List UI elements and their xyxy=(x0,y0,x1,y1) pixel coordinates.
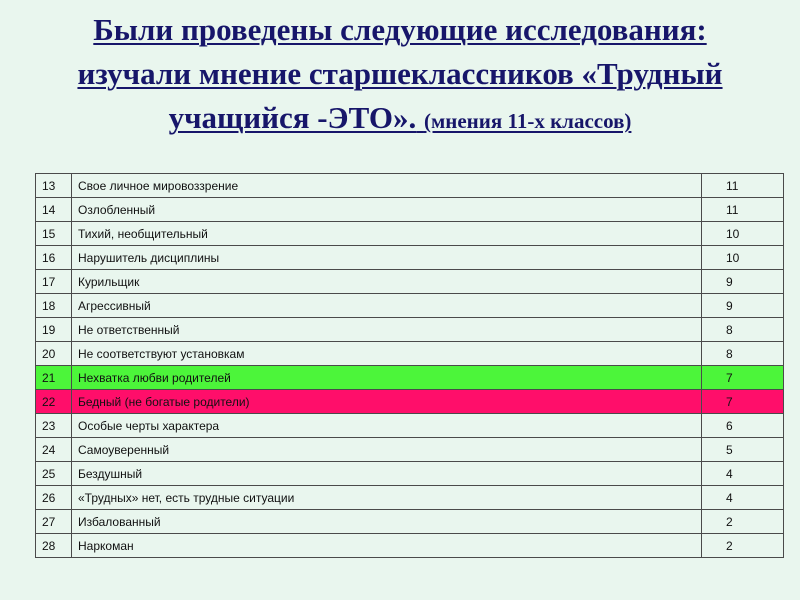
row-number: 13 xyxy=(36,174,72,198)
table-row xyxy=(36,534,784,558)
row-label: Свое личное мировоззрение xyxy=(72,174,702,198)
row-number: 20 xyxy=(36,342,72,366)
table-row xyxy=(36,270,784,294)
row-label: Тихий, необщительный xyxy=(72,222,702,246)
table-row xyxy=(36,438,784,462)
row-label: Особые черты характера xyxy=(72,414,702,438)
table-row xyxy=(36,222,784,246)
row-label: Агрессивный xyxy=(72,294,702,318)
row-label: Нарушитель дисциплины xyxy=(72,246,702,270)
row-number: 28 xyxy=(36,534,72,558)
row-number: 19 xyxy=(36,318,72,342)
row-value: 6 xyxy=(702,414,784,438)
row-label: Не соответствуют установкам xyxy=(72,342,702,366)
results-table xyxy=(35,173,784,558)
row-number: 18 xyxy=(36,294,72,318)
row-value: 10 xyxy=(702,222,784,246)
results-table-body xyxy=(36,174,784,558)
title-line-3-main: учащийся -ЭТО». xyxy=(168,100,417,135)
row-label: Самоуверенный xyxy=(72,438,702,462)
row-label: Озлобленный xyxy=(72,198,702,222)
row-value: 10 xyxy=(702,246,784,270)
results-table-container xyxy=(35,173,772,558)
row-number: 25 xyxy=(36,462,72,486)
row-value: 7 xyxy=(702,366,784,390)
table-row xyxy=(36,462,784,486)
table-row xyxy=(36,390,784,414)
table-row xyxy=(36,246,784,270)
row-value: 7 xyxy=(702,390,784,414)
row-number: 23 xyxy=(36,414,72,438)
row-label: Избалованный xyxy=(72,510,702,534)
table-row xyxy=(36,414,784,438)
row-label: Наркоман xyxy=(72,534,702,558)
row-label: Нехватка любви родителей xyxy=(72,366,702,390)
table-row xyxy=(36,486,784,510)
row-value: 4 xyxy=(702,486,784,510)
row-value: 5 xyxy=(702,438,784,462)
table-row xyxy=(36,342,784,366)
row-value: 9 xyxy=(702,294,784,318)
row-value: 4 xyxy=(702,462,784,486)
row-value: 11 xyxy=(702,174,784,198)
row-number: 22 xyxy=(36,390,72,414)
row-label: Не ответственный xyxy=(72,318,702,342)
row-value: 8 xyxy=(702,318,784,342)
table-row xyxy=(36,174,784,198)
row-value: 2 xyxy=(702,510,784,534)
table-row xyxy=(36,366,784,390)
row-value: 2 xyxy=(702,534,784,558)
row-number: 15 xyxy=(36,222,72,246)
table-row xyxy=(36,198,784,222)
row-number: 27 xyxy=(36,510,72,534)
row-value: 8 xyxy=(702,342,784,366)
row-label: «Трудных» нет, есть трудные ситуации xyxy=(72,486,702,510)
title-line-1: Были проведены следующие исследования: xyxy=(93,12,707,47)
page-title xyxy=(0,8,800,143)
table-row xyxy=(36,318,784,342)
row-number: 16 xyxy=(36,246,72,270)
title-subtitle: (мнения 11-х классов) xyxy=(423,109,632,133)
row-label: Бедный (не богатые родители) xyxy=(72,390,702,414)
table-row xyxy=(36,510,784,534)
row-number: 14 xyxy=(36,198,72,222)
row-label: Курильщик xyxy=(72,270,702,294)
title-line-3 xyxy=(0,96,800,143)
row-number: 26 xyxy=(36,486,72,510)
row-value: 9 xyxy=(702,270,784,294)
title-line-2: изучали мнение старшеклассников «Трудный xyxy=(77,56,723,91)
row-value: 11 xyxy=(702,198,784,222)
row-number: 17 xyxy=(36,270,72,294)
row-number: 24 xyxy=(36,438,72,462)
row-label: Бездушный xyxy=(72,462,702,486)
table-row xyxy=(36,294,784,318)
row-number: 21 xyxy=(36,366,72,390)
